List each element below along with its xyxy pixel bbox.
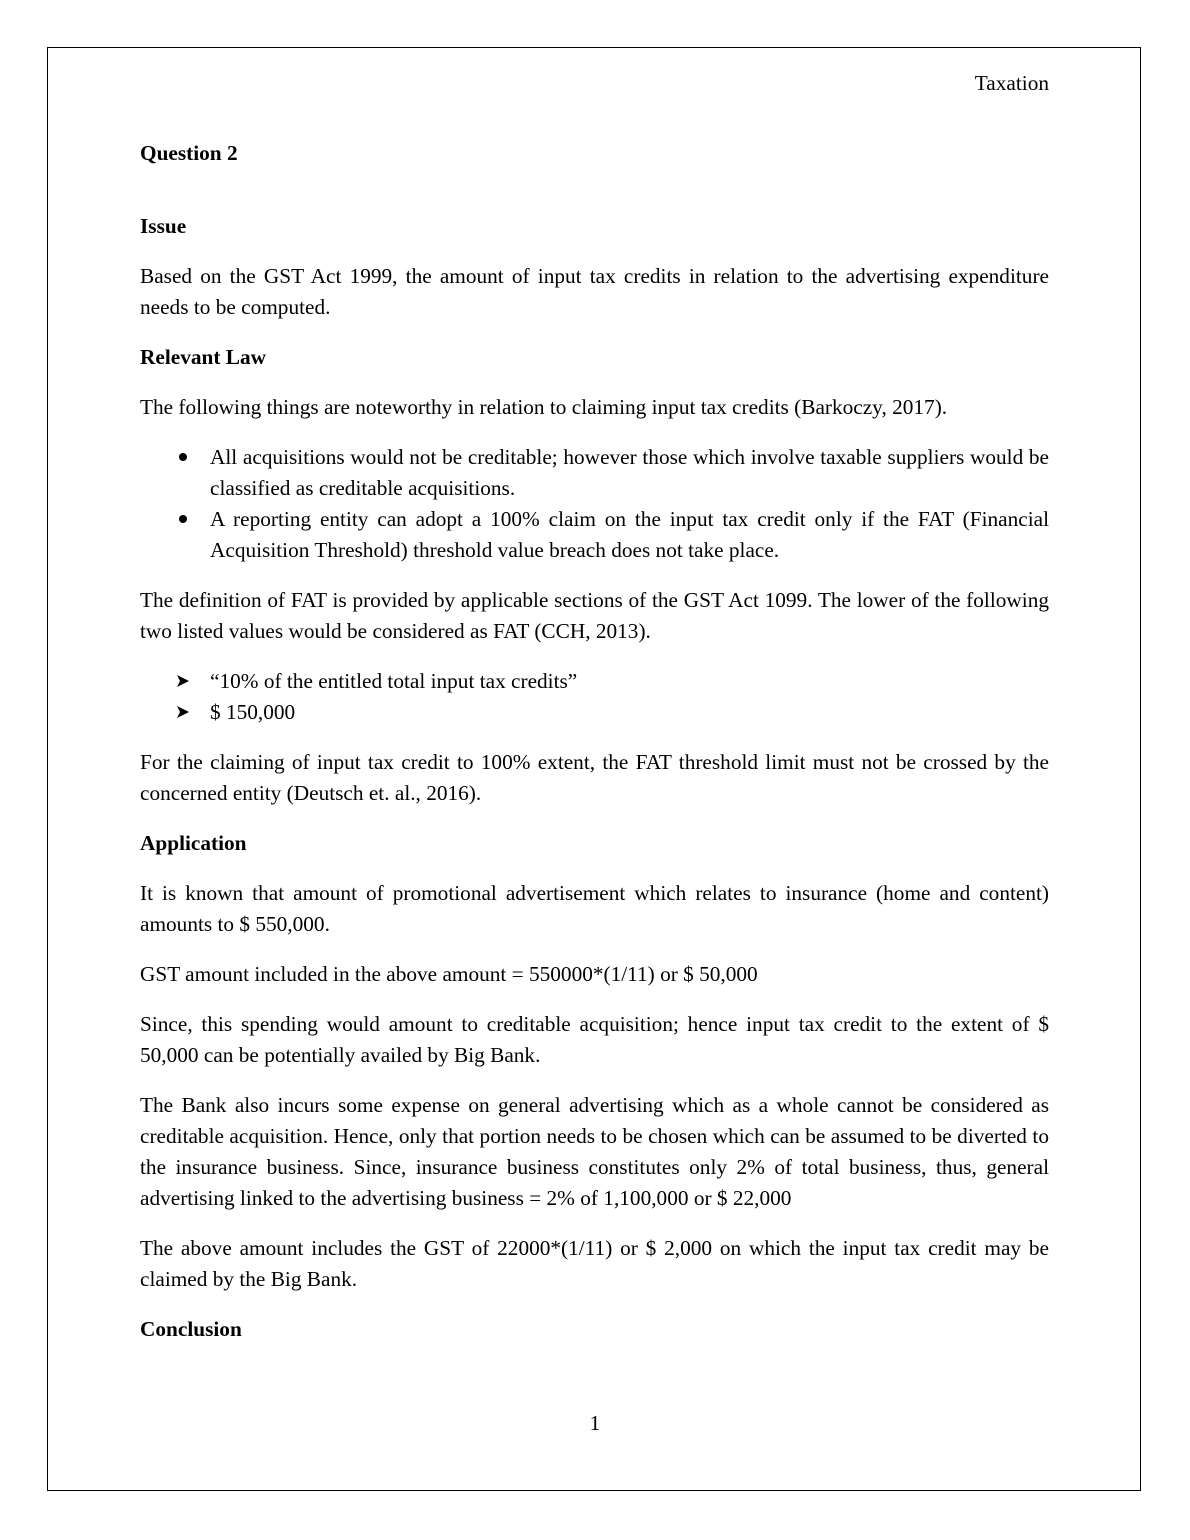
list-item	[140, 442, 1049, 504]
fat-definition-paragraph: The definition of FAT is provided by applicable sections of the GST Act 1099. The lower of the following two listed values would be considered as FAT (CCH, 2013).	[140, 588, 1049, 643]
question-title: Question 2	[140, 141, 238, 165]
page-number: 1	[589, 1411, 601, 1435]
list-item-text: A reporting entity can adopt a 100% claim on the input tax credit only if the FAT (Financial Acquisition Threshold) threshold value breach does not take place.	[210, 507, 1049, 562]
list-item	[140, 504, 1049, 566]
application-paragraph-2: GST amount included in the above amount = 550000*(1/11) or $ 50,000	[140, 962, 758, 986]
list-item	[140, 666, 1049, 697]
fat-threshold-paragraph: For the claiming of input tax credit to 100% extent, the FAT threshold limit must not be crossed by the concerned entity (Deutsch et. al., 2016).	[140, 750, 1049, 805]
issue-heading: Issue	[140, 214, 187, 238]
list-item-text: $ 150,000	[210, 700, 296, 724]
list-item	[140, 697, 1049, 728]
conclusion-heading: Conclusion	[140, 1317, 242, 1341]
relevant-law-heading: Relevant Law	[140, 345, 266, 369]
bullet-dot-icon	[173, 504, 193, 535]
arrow-bullet-icon	[173, 697, 193, 728]
bullet-list	[140, 442, 1049, 566]
arrow-bullet-icon	[173, 666, 193, 697]
list-item-text: “10% of the entitled total input tax credits”	[210, 669, 578, 693]
application-paragraph-4: The Bank also incurs some expense on general advertising which as a whole cannot be considered as creditable acquisition. Hence, only that portion needs to be chosen which can be assumed to be diverted to the insurance business. Since, insurance business constitutes only 2% of total business, thus, general advertising linked to the advertising business = 2% of 1,100,000 or $ 22,000	[140, 1093, 1049, 1210]
application-paragraph-1: It is known that amount of promotional advertisement which relates to insurance (home and content) amounts to $ 550,000.	[140, 881, 1049, 936]
arrow-list	[140, 666, 1049, 728]
application-heading: Application	[140, 831, 247, 855]
issue-paragraph: Based on the GST Act 1999, the amount of input tax credits in relation to the advertising expenditure needs to be computed.	[140, 264, 1049, 319]
document-body	[140, 60, 1049, 1345]
running-header: Taxation	[974, 71, 1049, 95]
list-item-text: All acquisitions would not be creditable; however those which involve taxable suppliers would be classified as creditable acquisitions.	[210, 445, 1049, 500]
application-paragraph-5: The above amount includes the GST of 22000*(1/11) or $ 2,000 on which the input tax credit may be claimed by the Big Bank.	[140, 1236, 1049, 1291]
application-paragraph-3: Since, this spending would amount to creditable acquisition; hence input tax credit to the extent of $ 50,000 can be potentially availed by Big Bank.	[140, 1012, 1049, 1067]
bullet-dot-icon	[173, 442, 193, 473]
relevant-law-intro: The following things are noteworthy in relation to claiming input tax credits (Barkoczy, 2017).	[140, 395, 948, 419]
